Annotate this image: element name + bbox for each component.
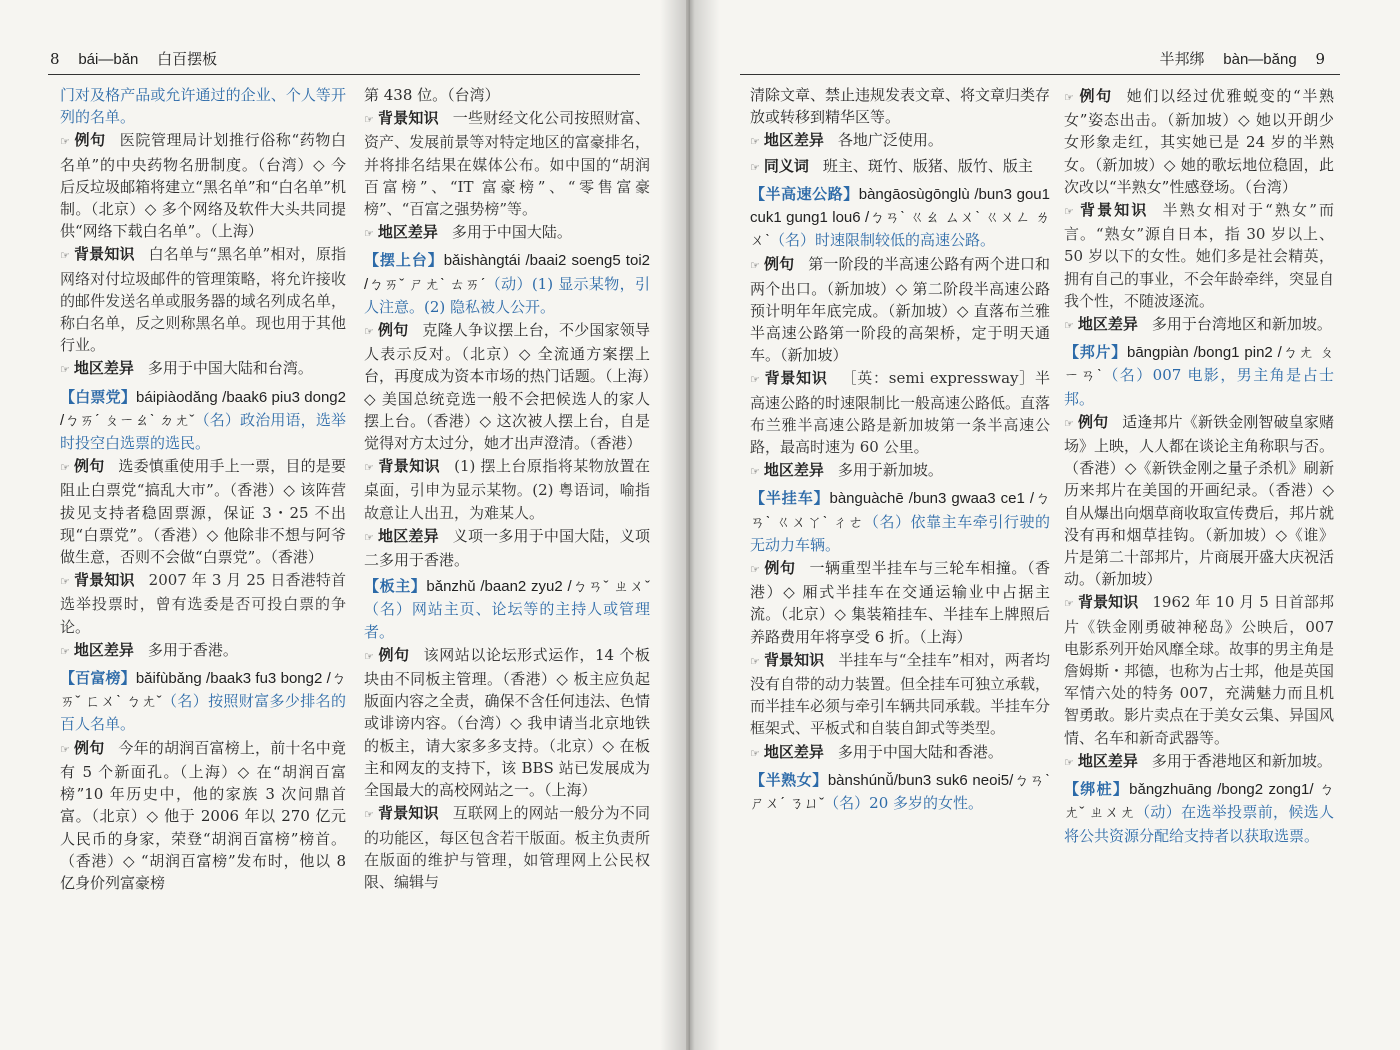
dictionary-entry: [364, 575, 650, 643]
region-text: 多用于新加坡。: [837, 461, 943, 480]
example-label: 例句: [73, 457, 105, 476]
region-label: 地区差异: [1077, 751, 1138, 770]
right-column-1: [750, 84, 1050, 815]
example-block: [364, 319, 650, 454]
example-text: 选委慎重使用手上一票，目的是要阻止白票党“搞乱大市”。（香港）◇ 该阵营拔见支持者稳固票源，保证 3・25 不出现“白票党”。（香港）◇ 他除非不想与阿爷做生意，否则不会做“白票党”。（香港）: [60, 457, 346, 567]
dictionary-entry: [1064, 341, 1334, 410]
entry-headword: 【绑桩】: [1064, 780, 1130, 799]
entry-pronunciation: bànguàchē /bun3 gwaa3 ce1 /ㄅㄢˋ ㄍㄨㄚˋ ㄔㄜ: [750, 490, 1050, 531]
example-block: [364, 644, 650, 801]
header-char-range: 白百摆板: [157, 50, 218, 68]
example-text: 适逢邦片《新铁金刚智破皇家赌场》上映，人人都在谈论主角称职与否。（香港）◇《新铁金刚之量子杀机》刷新历来邦片在美国的开画纪录。（香港）◇ 自从爆出向烟草商收取宣传费后，邦片就没有再和烟草挂钩。（新加坡）◇《谁》片是第二十部邦片，片商展开盛大庆祝活动。（新加坡）: [1064, 412, 1335, 589]
region-block: [1064, 313, 1334, 337]
entry-headword: 【白票党】: [60, 387, 137, 406]
pointing-hand-icon: ☞: [60, 249, 70, 263]
region-block: [750, 741, 1050, 765]
pointing-hand-icon: ☞: [1064, 319, 1074, 333]
header-rule: [740, 74, 1340, 75]
entry-definition: （名）网站主页、论坛等的主持人或管理者。: [364, 600, 650, 641]
entry-definition: （名）20 多岁的女性。: [824, 794, 984, 813]
background-text: 白名单与“黑名单”相对，原指网络对付垃圾邮件的管理策略，将允许接收的邮件发送名单或服务器的域名列成名单，称白名单，反之则称黑名单。现也用于其他行业。: [60, 245, 346, 355]
entry-definition: （名）时速限制较低的高速公路。: [770, 231, 996, 250]
background-text: 1962 年 10 月 5 日首部邦片《铁金刚勇破神秘岛》公映后，007 电影系列开始风靡全球。故事的男主角是詹姆斯・邦德，也称为占士邦，他是英国军情六处的特务 007，充满魅力而且机智勇敢。影片卖点在于美女云集、异国风情、名车和新奇武器等。: [1064, 593, 1335, 747]
dictionary-entry: [1064, 778, 1334, 847]
header-pinyin-range: bàn—bǎng: [1223, 51, 1297, 68]
background-text: 半挂车与“全挂车”相对，两者均没有自带的动力装置。但全挂车可独立承载，而半挂车必须与牵引车辆共同承载。半挂车分框架式、平板式和自装自卸式等类型。: [750, 650, 1051, 738]
region-block: [750, 129, 1050, 153]
example-block: [750, 557, 1050, 648]
background-block: [1064, 591, 1334, 748]
example-label: 例句: [763, 559, 796, 578]
entry-headword: 【摆上台】: [364, 251, 444, 270]
entry-definition: （动）(1) 显示某物，引人注意。(2) 隐私被人公开。: [364, 274, 650, 316]
background-block: [60, 243, 346, 356]
entry-pronunciation: bǎishàngtái /baai2 soeng5 toi2 /ㄅㄞˇ ㄕㄤˋ ㄊㄞˊ: [364, 252, 650, 293]
pointing-hand-icon: ☞: [1064, 91, 1074, 104]
page-number: 8: [50, 50, 60, 68]
entry-headword: 【半挂车】: [750, 489, 830, 508]
entry-continuation: 第 438 位。（台湾）: [364, 86, 500, 104]
background-text: (1) 摆上台原指将某物放置在桌面，引申为显示某物。(2) 粤语词，喻指故意让人出丑，为难某人。: [364, 457, 650, 522]
region-text: 多用于香港地区和新加坡。: [1151, 751, 1332, 770]
pointing-hand-icon: ☞: [364, 325, 374, 339]
example-text: 一辆重型半挂车与三轮车相撞。（香港）◇ 厢式半挂车在交通运输业中占据主流。（北京）◇ 集装箱挂车、半挂车上牌照后养路费用年将享受 6 折。（上海）: [750, 559, 1050, 646]
pointing-hand-icon: ☞: [364, 808, 374, 822]
pointing-hand-icon: ☞: [1064, 597, 1074, 611]
left-page-header: [50, 48, 231, 69]
region-label: 地区差异: [377, 526, 439, 545]
entry-pronunciation: bǎifùbǎng /baak3 fu3 bong2 /ㄅㄞˇ ㄈㄨˋ ㄅㄤˇ: [60, 670, 346, 711]
right-page-header: [1145, 48, 1325, 69]
left-column-1: [60, 84, 346, 894]
example-block: [60, 737, 346, 894]
entry-pronunciation: bǎngzhuāng /bong2 zong1/ ㄅㄤˇ ㄓㄨㄤ: [1064, 781, 1334, 822]
example-label: 例句: [1077, 412, 1109, 431]
region-text: 多用于中国大陆和香港。: [837, 742, 1003, 761]
region-block: [60, 357, 346, 381]
background-label: 背景知识: [377, 804, 439, 823]
example-text: 她们以经过优雅蜕变的“半熟女”姿态出击。（新加坡）◇ 她以开朗少女形象走红，其实她已是 24 岁的半熟女。（新加坡）◇ 她的歌坛地位稳固，此次改以“半熟女”性感登场。（台湾）: [1064, 87, 1334, 196]
entry-definition: （名）政治用语，选举时投空白选票的选民。: [60, 410, 346, 453]
region-text: 多用于中国大陆。: [451, 223, 572, 242]
pointing-hand-icon: ☞: [364, 227, 374, 241]
entry-pronunciation: bāngpiàn /bong1 pin2 /ㄅㄤ ㄆㄧㄢˋ: [1064, 344, 1334, 385]
pointing-hand-icon: ☞: [1064, 416, 1074, 430]
header-char-range: 半邦绑: [1159, 50, 1205, 68]
pointing-hand-icon: ☞: [364, 530, 374, 544]
header-pinyin-range: bái—bǎn: [78, 51, 139, 68]
background-label: 背景知识: [1077, 593, 1139, 612]
example-block: [1064, 85, 1334, 198]
page-number: 9: [1315, 50, 1325, 68]
background-block: [750, 649, 1050, 740]
example-block: [750, 253, 1050, 366]
region-block: [60, 639, 346, 663]
pointing-hand-icon: ☞: [60, 363, 70, 377]
pointing-hand-icon: ☞: [750, 160, 760, 174]
example-label: 例句: [763, 255, 795, 274]
region-text: 多用于中国大陆和台湾。: [147, 359, 313, 378]
dictionary-entry: [60, 667, 346, 736]
region-label: 地区差异: [73, 359, 134, 378]
pointing-hand-icon: ☞: [364, 461, 374, 475]
right-column-2: [1064, 84, 1334, 847]
background-label: 背景知识: [763, 650, 825, 669]
pointing-hand-icon: ☞: [1064, 205, 1074, 219]
left-column-2: [364, 84, 650, 893]
book-gutter-shadow: [660, 0, 720, 1050]
background-label: 背景知识: [763, 369, 828, 388]
background-text: 一些财经文化公司按照财富、资产、发展前景等对特定地区的富豪排名，并将排名结果在媒体公布。如中国的“胡润百富榜”、“IT 富豪榜”、“零售富豪榜”、“百富之强势榜”等。: [364, 109, 650, 219]
region-label: 地区差异: [763, 461, 824, 480]
entry-definition: （名）按照财富多少排名的百人名单。: [60, 692, 346, 734]
entry-headword: 【半熟女】: [750, 770, 828, 789]
example-text: 今年的胡润百富榜上，前十名中竟有 5 个新面孔。（上海）◇ 在“胡润百富榜”10 年历史中，他的家族 3 次问鼎首富。（北京）◇ 他于 2006 年以 270 亿元人民币的身家，荣登“胡润百富榜”榜首。（香港）◇ “胡润百富榜”发布时，他以 8 亿身价列富豪榜: [60, 738, 346, 892]
example-label: 例句: [377, 645, 410, 664]
example-label: 例句: [73, 131, 106, 150]
pointing-hand-icon: ☞: [750, 746, 760, 760]
pointing-hand-icon: ☞: [750, 135, 760, 149]
synonym-block: [750, 155, 1050, 179]
pointing-hand-icon: ☞: [750, 563, 760, 577]
pointing-hand-icon: ☞: [60, 742, 70, 756]
region-block: [1064, 750, 1334, 774]
example-text: 医院管理局计划推行俗称“药物白名单”的中央药物名册制度。（台湾）◇ 今后反垃圾邮箱将建立“黑名单”和“白名单”机制。（北京）◇ 多个网络及软件大头共同提供“网络下载白名单”。（上海）: [60, 131, 346, 241]
entry-headword: 【邦片】: [1064, 343, 1127, 362]
pointing-hand-icon: ☞: [60, 644, 70, 658]
entry-definition: （名）依靠主车牵引行驶的无动力车辆。: [750, 512, 1050, 554]
region-label: 地区差异: [377, 223, 438, 242]
example-text: 该网站以论坛形式运作，14 个板块由不同板主管理。（香港）◇ 板主应负起版面内容之全责，确保不含任何违法、色情或诽谤内容。（台湾）◇ 我申请当北京地铁的板主，请大家多多支持。（北京）◇ 在板主和网友的支持下，该 BBS 站已发展成为全国最大的高校网站之一。（上海）: [364, 645, 650, 800]
example-text: 第一阶段的半高速公路有两个进口和两个出口。（新加坡）◇ 第二阶段半高速公路预计明年年底完成。（新加坡）◇ 直落布兰雅半高速公路第一阶段的高架桥，定于明天通车。（新加坡）: [750, 255, 1050, 365]
entry-headword: 【板主】: [364, 577, 427, 596]
pointing-hand-icon: ☞: [750, 373, 760, 387]
header-rule: [48, 74, 640, 75]
region-label: 地区差异: [763, 742, 824, 761]
dictionary-entry: [750, 769, 1050, 815]
example-text: 克隆人争议摆上台，不少国家领导人表示反对。（北京）◇ 全流通方案摆上台，再度成为资本市场的热门话题。（上海）◇ 美国总统竞选一般不会把候选人的家人摆上台。（香港）◇ 这次被人摆上台，自是觉得对方太过分，她才出声澄清。（香港）: [364, 321, 650, 453]
dictionary-entry: [750, 487, 1050, 556]
background-text: 2007 年 3 月 25 日香港特首选举投票时，曾有选委是否可投白票的争论。: [60, 571, 346, 636]
region-text: 各地广泛使用。: [837, 131, 943, 150]
background-label: 背景知识: [73, 245, 135, 264]
pointing-hand-icon: ☞: [364, 649, 374, 663]
pointing-hand-icon: ☞: [750, 259, 760, 273]
example-block: [1064, 411, 1334, 591]
region-text: 多用于台湾地区和新加坡。: [1151, 315, 1332, 334]
synonym-text: 班主、斑竹、版猪、版竹、版主: [822, 156, 1033, 175]
region-block: [364, 525, 650, 571]
right-page: [690, 0, 1400, 1050]
synonym-label: 同义词: [763, 156, 809, 175]
entry-pronunciation: bǎnzhǔ /baan2 zyu2 /ㄅㄢˇ ㄓㄨˇ: [426, 578, 650, 596]
pointing-hand-icon: ☞: [60, 461, 70, 475]
region-label: 地区差异: [763, 131, 824, 150]
background-text: 互联网上的网站一般分为不同的功能区，每区包含若干版面。板主负责所在版面的维护与管理，如管理网上公民权限、编辑与: [364, 804, 650, 891]
background-text: 半熟女相对于“熟女”而言。“熟女”源自日本，指 30 岁以上、50 岁以下的女性。她们多是社会精英，拥有自己的事业，不会年龄牵绊，突显自我个性，不随波逐流。: [1064, 201, 1335, 310]
region-label: 地区差异: [73, 640, 134, 659]
example-block: [60, 455, 346, 568]
example-label: 例句: [377, 321, 409, 340]
entry-pronunciation: bànshúnǚ/bun3 suk6 neoi5/ㄅㄢˋ ㄕㄨˊ ㄋㄩˇ: [750, 771, 1050, 813]
example-label: 例句: [1077, 87, 1113, 105]
region-label: 地区差异: [1077, 315, 1138, 334]
example-block: [60, 129, 346, 242]
background-block: [750, 367, 1050, 458]
region-block: [750, 459, 1050, 483]
dictionary-entry: [364, 249, 650, 318]
background-block: [364, 107, 650, 220]
region-block: [364, 221, 650, 245]
background-block: [364, 802, 650, 893]
pointing-hand-icon: ☞: [60, 135, 70, 149]
example-label: 例句: [73, 738, 105, 757]
entry-pronunciation: báipiàodǎng /baak6 piu3 dong2 /ㄅㄞˊ ㄆㄧㄠˋ ㄉㄤˇ: [60, 388, 346, 429]
pointing-hand-icon: ☞: [60, 575, 70, 589]
background-block: [60, 569, 346, 638]
background-block: [1064, 199, 1334, 312]
dictionary-entry: [750, 183, 1050, 253]
entry-definition: （名）007 电影，男主角是占士邦。: [1064, 366, 1335, 408]
entry-headword: 【百富榜】: [60, 669, 136, 688]
left-page: [0, 0, 686, 1050]
pointing-hand-icon: ☞: [364, 113, 374, 127]
pointing-hand-icon: ☞: [1064, 755, 1074, 769]
entry-definition: （动）在选举投票前，候选人将公共资源分配给支持者以获取选票。: [1064, 803, 1334, 845]
region-text: 多用于香港。: [147, 640, 238, 659]
background-label: 背景知识: [377, 109, 439, 128]
background-block: [364, 455, 650, 524]
background-label: 背景知识: [377, 457, 441, 476]
background-label: 背景知识: [1077, 201, 1149, 220]
pointing-hand-icon: ☞: [750, 654, 760, 668]
entry-pronunciation: bàngāosùgōnglù /bun3 gou1 cuk1 gung1 lou6 /ㄅㄢˋ ㄍㄠ ㄙㄨˋ ㄍㄨㄥ ㄌㄨˋ: [750, 185, 1050, 250]
background-label: 背景知识: [73, 571, 135, 590]
entry-continuation: 门对及格产品或允许通过的企业、个人等开列的名单。: [60, 86, 346, 127]
dictionary-entry: [60, 386, 346, 455]
background-text: ［英：semi expressway］半高速公路的时速限制比一般高速公路低。直落布兰雅半高速公路是新加坡第一条半高速公路，最高时速为 60 公里。: [750, 369, 1051, 457]
entry-headword: 【半高速公路】: [750, 184, 859, 203]
entry-continuation: 清除文章、禁止违规发表文章、将文章归类存放或转移到精华区等。: [750, 86, 1051, 127]
region-text: 义项一多用于中国大陆，义项二多用于香港。: [364, 526, 650, 570]
pointing-hand-icon: ☞: [750, 465, 760, 479]
